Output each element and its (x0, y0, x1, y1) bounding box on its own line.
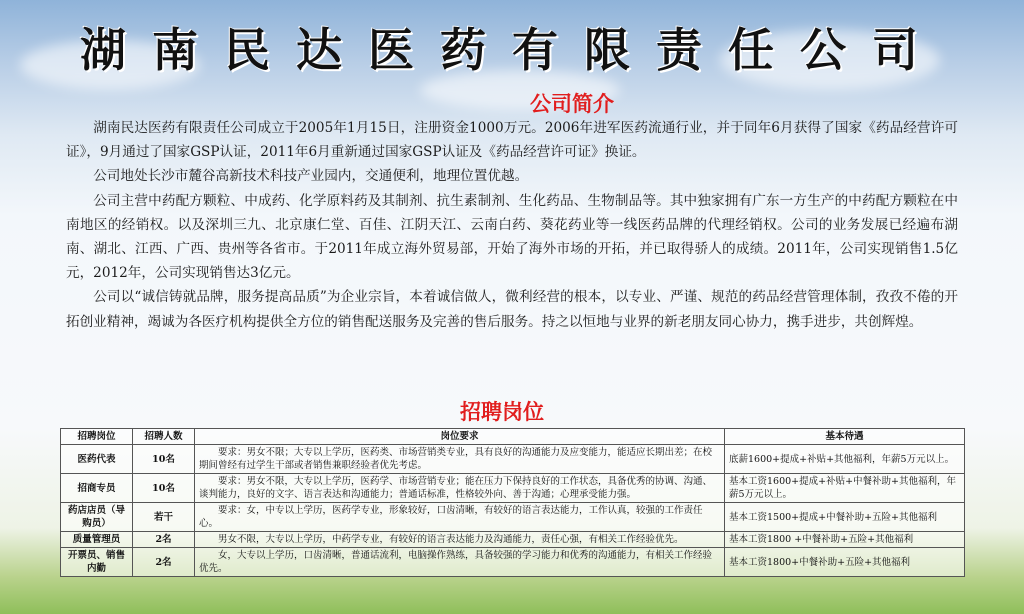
intro-paragraph: 公司地处长沙市麓谷高新技术科技产业园内，交通便利，地理位置优越。 (93, 168, 529, 185)
count-cell: 10名 (133, 445, 195, 474)
table-row (61, 474, 965, 503)
intro-paragraph: 湖南民达医药有限责任公司成立于2005年1月15日，注册资金1000万元。2006年进军医药流通行业，并于同年6月获得了国家《药品经营许可证》，9月通过了国家GSP认证，2011年6月重新通过国家GSP认证及《药品经营许可证》换证。 (66, 120, 958, 161)
requirements-cell: 要求：女，中专以上学历，医药学专业，形象较好，口齿清晰，有较好的语言表达能力，工作认真，较强的工作责任心。 (195, 503, 725, 532)
requirements-cell: 要求：男女不限，大专以上学历，医药学、市场营销专业；能在压力下保持良好的工作状态，具备优秀的协调、沟通、谈判能力，良好的文字、语言表达和沟通能力；普通话标准，性格较外向、善于沟通；心理承受能力强。 (195, 474, 725, 503)
table-row (61, 532, 965, 548)
requirements-cell: 男女不限，大专以上学历，中药学专业，有较好的语言表达能力及沟通能力，责任心强，有相关工作经验优先。 (195, 532, 725, 548)
intro-body (66, 116, 958, 334)
position-cell: 药店店员（导购员） (61, 503, 133, 532)
column-header: 招聘岗位 (61, 429, 133, 445)
position-cell: 医药代表 (61, 445, 133, 474)
benefits-cell: 基本工资1800 +中餐补助+五险+其他福利 (725, 532, 965, 548)
count-cell: 2名 (133, 532, 195, 548)
column-header: 岗位要求 (195, 429, 725, 445)
benefits-cell: 基本工资1500+提成+中餐补助+五险+其他福利 (725, 503, 965, 532)
jobs-table (60, 428, 965, 577)
position-cell: 招商专员 (61, 474, 133, 503)
benefits-cell: 基本工资1600+提成+补贴+中餐补助+其他福利，年薪5万元以上。 (725, 474, 965, 503)
column-header: 招聘人数 (133, 429, 195, 445)
table-header-row (61, 429, 965, 445)
requirements-cell: 女，大专以上学历，口齿清晰，普通话流利，电脑操作熟练，具备较强的学习能力和优秀的沟通能力，有相关工作经验优先。 (195, 548, 725, 577)
table-row (61, 548, 965, 577)
benefits-cell: 底薪1600+提成+补贴+其他福利，年薪5万元以上。 (725, 445, 965, 474)
count-cell: 2名 (133, 548, 195, 577)
company-title: 湖南民达医药有限责任公司 (80, 23, 944, 77)
intro-heading: 公司简介 (530, 92, 614, 116)
requirements-cell: 要求：男女不限；大专以上学历，医药类、市场营销类专业，具有良好的沟通能力及应变能力，能适应长期出差；在校期间曾经有过学生干部或者销售兼职经验者优先考虑。 (195, 445, 725, 474)
position-cell: 质量管理员 (61, 532, 133, 548)
column-header: 基本待遇 (725, 429, 965, 445)
jobs-heading: 招聘岗位 (460, 400, 544, 424)
intro-paragraph: 公司以“诚信铸就品牌，服务提高品质”为企业宗旨，本着诚信做人，微利经营的根本，以专业、严谨、规范的药品经营管理体制，孜孜不倦的开拓创业精神，竭诚为各医疗机构提供全方位的销售配送服务及完善的售后服务。持之以恒地与业界的新老朋友同心协力，携手进步，共创辉煌。 (66, 289, 958, 330)
count-cell: 若干 (133, 503, 195, 532)
count-cell: 10名 (133, 474, 195, 503)
table-row (61, 503, 965, 532)
position-cell: 开票员、销售内勤 (61, 548, 133, 577)
table-row (61, 445, 965, 474)
benefits-cell: 基本工资1800+中餐补助+五险+其他福利 (725, 548, 965, 577)
intro-paragraph: 公司主营中药配方颗粒、中成药、化学原料药及其制剂、抗生素制剂、生化药品、生物制品等。其中独家拥有广东一方生产的中药配方颗粒在中南地区的经销权。以及深圳三九、北京康仁堂、百佳、江阴天江、云南白药、葵花药业等一线医药品牌的代理经销权。公司的业务发展已经遍布湖南、湖北、江西、广西、贵州等各省市。于2011年成立海外贸易部，开始了海外市场的开拓，并已取得骄人的成绩。2011年，公司实现销售1.5亿元，2012年，公司实现销售达3亿元。 (66, 192, 958, 282)
